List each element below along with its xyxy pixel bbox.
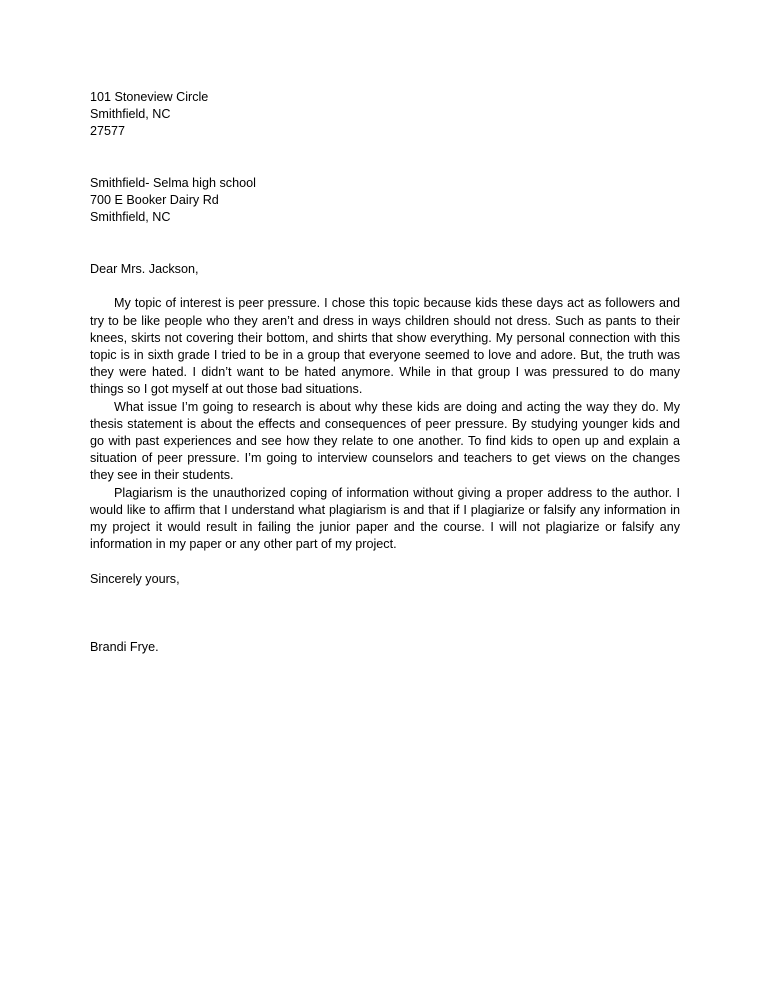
- spacer: [90, 227, 680, 261]
- signature-space: [90, 588, 680, 640]
- recipient-address: [90, 175, 680, 227]
- sender-street: 101 Stoneview Circle: [90, 90, 209, 104]
- recipient-street: 700 E Booker Dairy Rd: [90, 193, 219, 208]
- salutation: Dear Mrs. Jackson,: [90, 262, 199, 276]
- spacer: [90, 278, 680, 295]
- closing: Sincerely yours,: [90, 571, 180, 586]
- spacer: [90, 553, 680, 570]
- sender-address: [90, 89, 680, 141]
- letter-body: [90, 89, 680, 657]
- paragraph-research: What issue I’m going to research is about why these kids are doing and acting the way they do. My thesis statement is about the effects and consequences of peer pressure. By studying younger kids and go with past experiences and see how they relate to one another. To find kids to open up and explain a situation of peer pressure. I’m going to interview counselors and teachers to get views on the changes they see in their students.: [90, 399, 680, 483]
- spacer: [90, 141, 680, 175]
- paragraph-topic: My topic of interest is peer pressure. I chose this topic because kids these days act as followers and try to be like people who they aren’t and dress in ways children should not dress. Such as pants to their knees, skirts not covering their bottom, and shirts that show everything. My personal connection with this topic is in sixth grade I tried to be in a group that everyone seemed to love and adore. But, the truth was they were hated. I didn’t want to be hated anymore. While in that group I was pressured to do many things so I got myself at out those bad situations.: [90, 296, 680, 397]
- sender-zip: 27577: [90, 124, 126, 139]
- recipient-school: Smithfield- Selma high school: [90, 176, 256, 190]
- paragraph-plagiarism: Plagiarism is the unauthorized coping of information without giving a proper address to the author. I would like to affirm that I understand what plagiarism is and that if I plagiarize or falsify any information in my project it would result in failing the junior paper and the course. I will not plagiarize or falsify any information in my paper or any other part of my project.: [90, 485, 680, 552]
- sender-city-state: Smithfield, NC: [90, 107, 171, 122]
- recipient-city-state: Smithfield, NC: [90, 210, 171, 225]
- signature: Brandi Frye.: [90, 640, 159, 655]
